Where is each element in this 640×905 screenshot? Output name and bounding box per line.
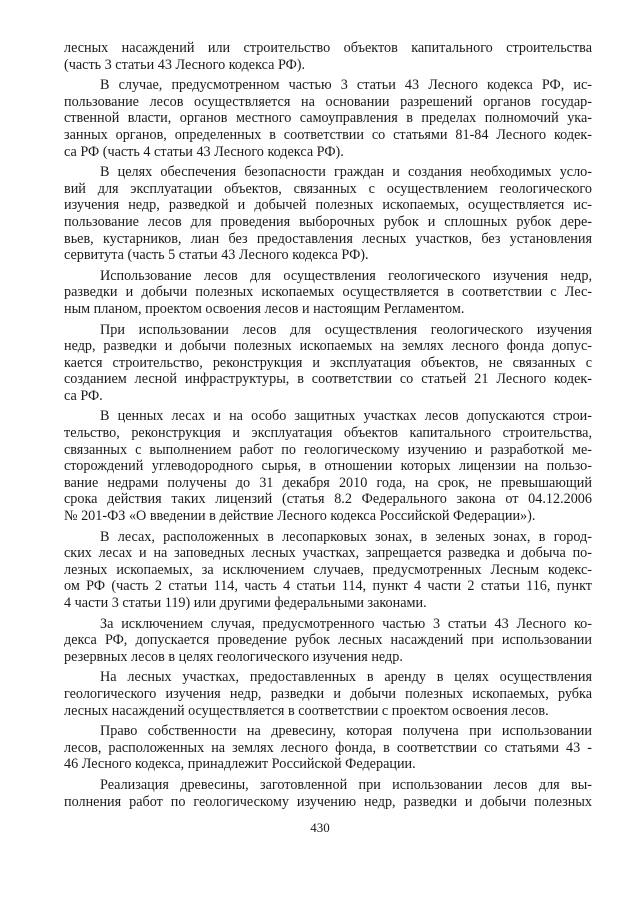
text-line: лесов, расположенных на землях лесного фонда, в соответствии со статьями 43 - [64, 739, 592, 756]
text-line: резервных лесов в целях геологического изучения недр. [64, 648, 403, 665]
document-body [64, 40, 592, 810]
text-line: В случае, предусмотренном частью 3 статьи 43 Лесного кодекса РФ, ис- [100, 77, 592, 94]
text-line: разведки и добычи полезных ископаемых осуществляется в соответствии с Лес- [64, 284, 592, 301]
text-line: пользование лесов для проведения выборочных рубок и сплошных рубок дере- [64, 213, 592, 230]
paragraph [64, 669, 592, 719]
text-line: декса РФ, допускается проведение рубок лесных насаждений при использовании [64, 632, 592, 649]
text-line: созданием лесной инфраструктуры, в соответствии со статьей 21 Лесного кодек- [64, 371, 592, 388]
text-line: вьев, кустарников, лиан без предоставления лесных участков, без установления [64, 230, 592, 247]
text-line: В ценных лесах и на особо защитных участках лесов допускаются строи- [100, 408, 592, 425]
text-line: пользование лесов осуществляется на основании разрешений органов государ- [64, 93, 592, 110]
paragraph [64, 77, 592, 160]
paragraph [64, 268, 592, 318]
text-line: ских лесах и на заповедных лесных участках, запрещается разведка и добыча по- [64, 545, 592, 562]
paragraph [64, 723, 592, 773]
text-line: сторождений углеводородного сырья, в отношении которых лицензии на пользо- [64, 458, 592, 475]
text-line: лезных ископаемых, за исключением случаев, предусмотренных Лесным кодекс- [64, 561, 592, 578]
text-line: 46 Лесного кодекса, принадлежит Российской Федерации. [64, 756, 416, 773]
paragraph [64, 322, 592, 405]
text-line: тельство, реконструкция и эксплуатация объектов капитального строительства, [64, 425, 592, 442]
paragraph [64, 616, 592, 666]
text-line: вий для эксплуатации объектов, связанных с осуществлением геологического [64, 180, 592, 197]
paragraph [64, 40, 592, 73]
text-line: (часть 3 статьи 43 Лесного кодекса РФ). [64, 56, 306, 73]
text-line: лесных насаждений или строительство объектов капитального строительства [64, 40, 592, 56]
text-line: занных органов, определенных в соответствии со статьями 81-84 Лесного кодек- [64, 126, 592, 143]
text-line: сервитута (часть 5 статьи 43 Лесного кодекса РФ). [64, 247, 369, 264]
text-line: В лесах, расположенных в лесопарковых зонах, в зеленых зонах, в город- [100, 528, 592, 545]
text-line: ом РФ (часть 2 статьи 114, часть 4 статьи 114, пункт 4 части 2 статьи 116, пункт [64, 578, 592, 595]
text-line: 4 части 3 статьи 119) или другими федеральными законами. [64, 595, 427, 611]
paragraph [64, 408, 592, 524]
text-line: № 201-ФЗ «О введении в действие Лесного кодекса Российской Федерации»). [64, 508, 536, 525]
text-line: В целях обеспечения безопасности граждан и создания необходимых усло- [100, 164, 592, 181]
text-line: лесных насаждений осуществляется в соответствии с проектом освоения лесов. [64, 702, 549, 719]
text-line: вание недрами получены до 31 декабря 2010 года, на срок, не превышающий [64, 474, 592, 491]
text-line: На лесных участках, предоставленных в аренду в целях осуществления [100, 669, 592, 686]
paragraph [64, 529, 592, 612]
paragraph [64, 777, 592, 810]
text-line: са РФ (часть 4 статьи 43 Лесного кодекса РФ). [64, 143, 344, 160]
text-line: Реализация древесины, заготовленной при использовании лесов для вы- [100, 776, 592, 793]
text-line: кается строительство, реконструкция и эксплуатация объектов, не связанных с [64, 354, 592, 371]
text-line: полнения работ по геологическому изучению недр, разведки и добычи полезных [64, 793, 592, 810]
paragraph [64, 164, 592, 264]
text-line: связанных с выполнением работ по геологическому изучению и разработкой ме- [64, 441, 592, 458]
text-line: са РФ. [64, 387, 103, 404]
text-line: ственной власти, органов местного самоуправления в пределах полномочий ука- [64, 110, 592, 127]
text-line: ным планом, проектом освоения лесов и настоящим Регламентом. [64, 300, 465, 317]
text-line: изучения недр, разведкой и добычей полезных ископаемых, осуществляется ис- [64, 197, 592, 214]
text-line: недр, разведки и добычи полезных ископаемых на землях лесного фонда допус- [64, 338, 592, 355]
text-line: срока действия таких лицензий (статья 8.2 Федерального закона от 04.12.2006 [64, 491, 592, 508]
text-line: При использовании лесов для осуществления геологического изучения [100, 321, 592, 338]
text-line: Использование лесов для осуществления геологического изучения недр, [100, 267, 592, 284]
text-line: За исключением случая, предусмотренного частью 3 статьи 43 Лесного ко- [100, 615, 592, 632]
text-line: геологического изучения недр, разведки и добычи полезных ископаемых, рубка [64, 685, 592, 702]
page-number: 430 [310, 820, 330, 835]
text-line: Право собственности на древесину, которая получена при использовании [100, 723, 592, 740]
